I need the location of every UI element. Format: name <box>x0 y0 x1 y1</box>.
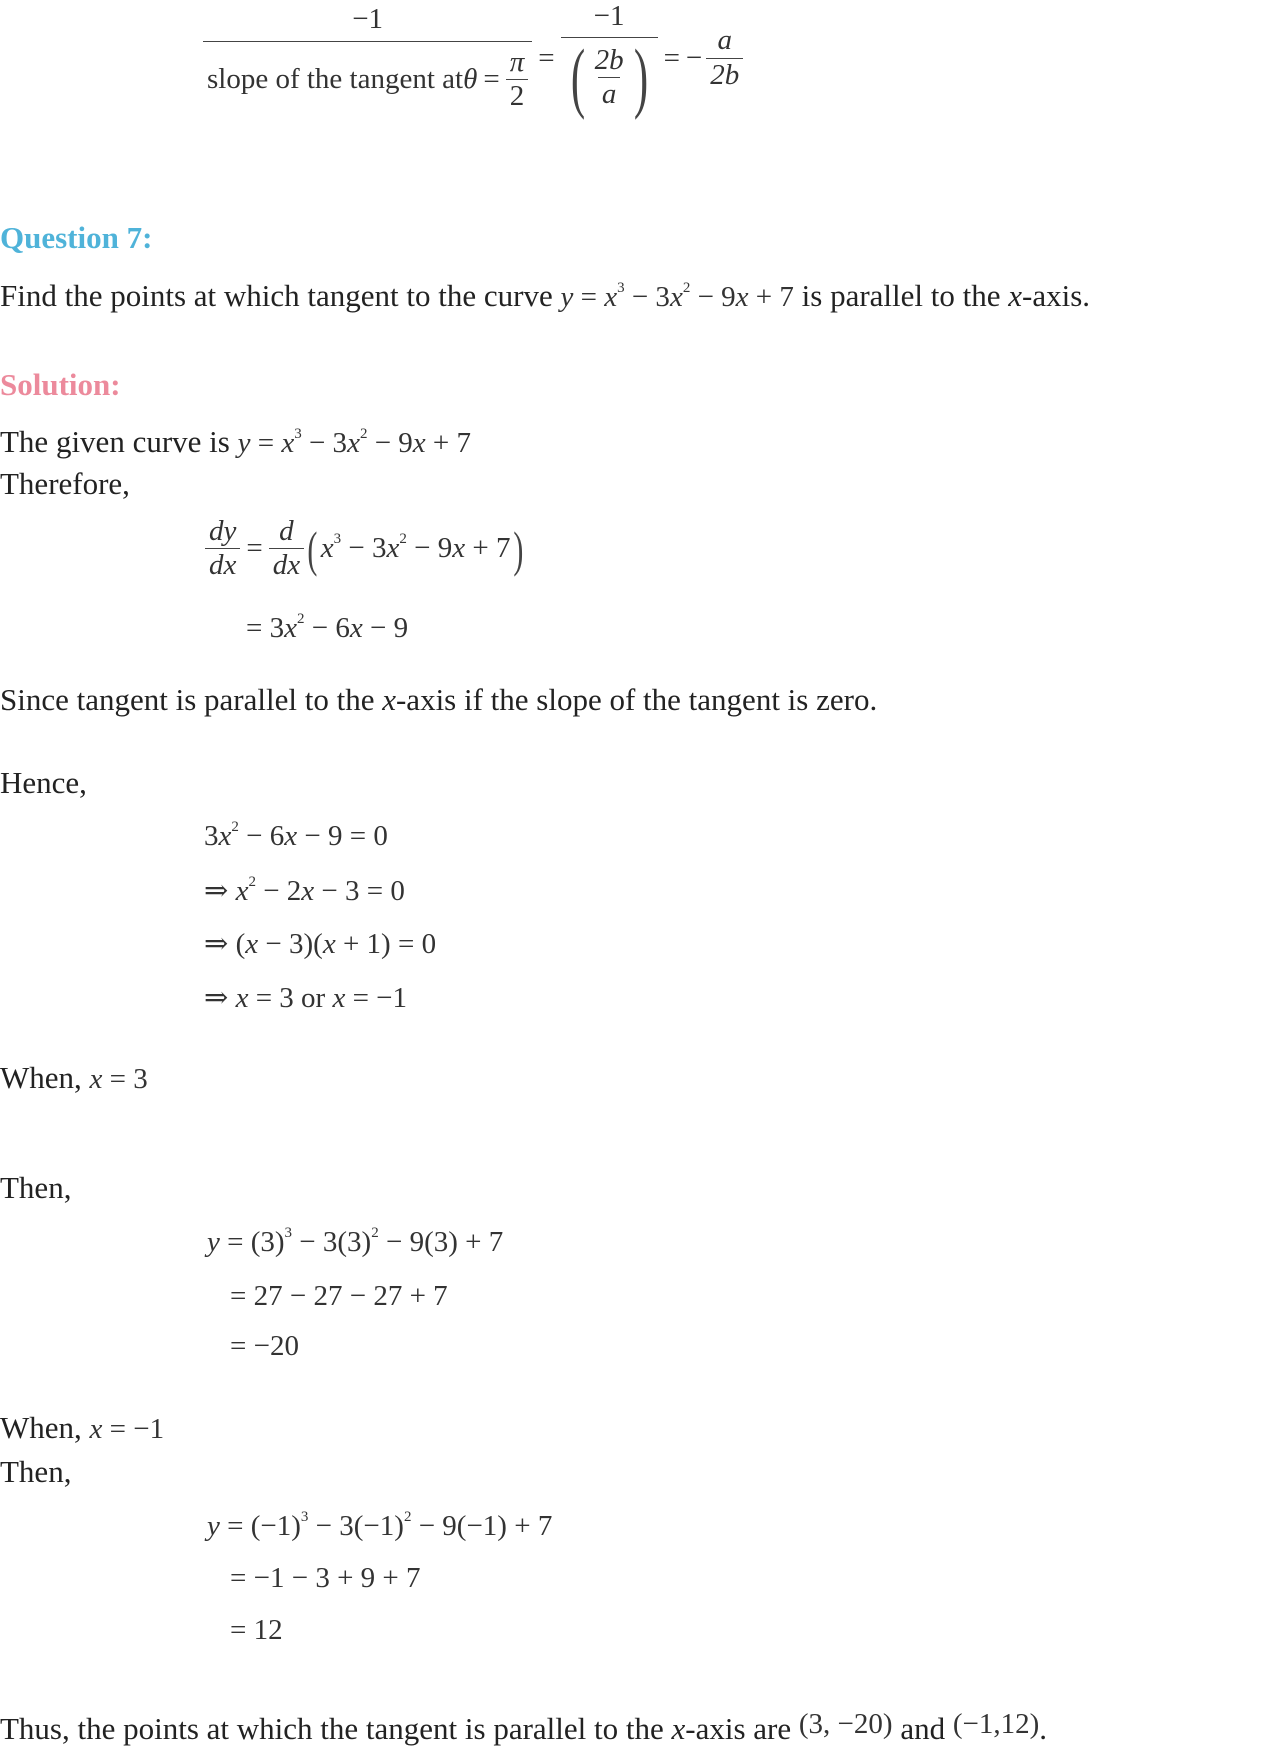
exp: 2 <box>403 1509 412 1525</box>
term: − 6 <box>238 820 285 852</box>
var-x: x <box>349 612 363 644</box>
second-numerator: −1 <box>593 0 625 32</box>
question-heading: Question 7: <box>0 220 153 255</box>
term: − 9(3) + 7 <box>378 1226 504 1258</box>
equals-sign: = <box>538 41 555 74</box>
var-x: x <box>671 1711 686 1746</box>
paren: ( <box>313 928 323 960</box>
var-x: x <box>89 1413 103 1445</box>
term: − 3(3) <box>292 1226 372 1258</box>
case1-line2: = 27 − 27 − 27 + 7 <box>230 1280 448 1312</box>
exp: 2 <box>248 874 256 890</box>
question-text-before: Find the points at which tangent to the curve <box>0 278 561 313</box>
implies-arrow-icon: ⇒ <box>204 982 236 1014</box>
left-paren: ( <box>307 520 318 577</box>
question-text-end: -axis. <box>1022 278 1091 313</box>
since-text-a: Since tangent is parallel to the <box>0 682 383 717</box>
point-1: (3, −20) <box>798 1708 893 1740</box>
term: − 3 <box>301 427 348 459</box>
case1-then: Then, <box>0 1170 72 1205</box>
term: − 3 <box>341 532 387 565</box>
term: + 7 <box>425 427 472 459</box>
slope-fraction <box>203 3 532 113</box>
case2-line1 <box>207 1510 552 1543</box>
value: = −1 <box>102 1413 165 1445</box>
inner-denominator: a <box>598 77 621 111</box>
term: − 9 = 0 <box>297 820 388 852</box>
exp: 2 <box>399 531 407 548</box>
exp: 3 <box>294 426 302 442</box>
paren: ) <box>381 928 391 960</box>
pi-over-two <box>506 46 529 114</box>
term: + 7 <box>748 281 794 313</box>
exp: 2 <box>359 426 368 442</box>
term: − 9 <box>367 427 413 459</box>
left-paren: ( <box>570 33 585 121</box>
case1-line1 <box>207 1226 503 1259</box>
conclusion-text-b: -axis are <box>685 1711 799 1746</box>
term: − 3 = 0 <box>314 875 405 907</box>
derivative-result <box>246 612 408 645</box>
term: 3 <box>204 820 219 852</box>
var-x: x <box>89 1063 103 1095</box>
pi-symbol: π <box>509 45 525 78</box>
point-2: (−1,12) <box>952 1708 1040 1740</box>
term: + 7 <box>465 532 511 565</box>
equals-sign: = <box>483 62 500 95</box>
eq: = <box>573 281 605 313</box>
top-fraction-equation <box>203 0 743 121</box>
step-2 <box>204 873 405 908</box>
second-denominator <box>561 33 658 121</box>
exp: 3 <box>300 1509 309 1525</box>
dx: dx <box>205 548 240 582</box>
var-x: x <box>320 532 334 565</box>
result-numerator: a <box>717 24 733 57</box>
since-text <box>0 682 877 718</box>
var-x: x <box>386 532 400 565</box>
case2-when <box>0 1410 164 1447</box>
two-digit: 2 <box>506 79 529 113</box>
var-x: x <box>235 875 249 907</box>
case2-line3: = 12 <box>230 1614 283 1646</box>
term: + 1 <box>335 928 382 960</box>
equals-sign: = <box>663 41 680 74</box>
fraction-numerator: −1 <box>352 3 384 36</box>
question-text-after: is parallel to the <box>793 278 1009 313</box>
curve-equation <box>560 281 793 313</box>
dy-dx-fraction <box>205 515 240 583</box>
exp: 3 <box>333 531 342 548</box>
var-x: x <box>347 427 360 459</box>
var-x: x <box>412 427 426 459</box>
dy: dy <box>209 515 237 547</box>
fraction-denominator <box>203 41 532 114</box>
step-3 <box>204 926 436 961</box>
term: = (3) <box>219 1226 285 1258</box>
term: = 0 <box>390 928 437 960</box>
right-paren: ) <box>513 520 524 577</box>
term: − 3(−1) <box>308 1510 404 1542</box>
therefore-text: Therefore, <box>0 466 130 501</box>
term: − 6 <box>304 612 350 644</box>
var-y: y <box>560 281 574 313</box>
solution-heading: Solution: <box>0 367 121 402</box>
case1-line3: = −20 <box>230 1330 299 1362</box>
var-y: y <box>207 1226 220 1258</box>
denominator-text: slope of the tangent at <box>207 62 464 95</box>
value: = 3 <box>102 1063 148 1095</box>
exp: 2 <box>296 611 305 627</box>
dx: dx <box>269 548 304 582</box>
paren: ( <box>235 928 246 960</box>
term: − 9 <box>362 612 409 644</box>
conclusion-text <box>0 1706 1047 1747</box>
exp: 3 <box>284 1225 293 1241</box>
given-curve-line <box>0 424 471 461</box>
step-4 <box>204 980 407 1015</box>
minus-sign: − <box>685 41 703 74</box>
var-x: x <box>284 612 297 644</box>
d-dx-fraction <box>269 515 304 583</box>
given-text: The given curve is <box>0 424 238 459</box>
step-1 <box>204 820 388 853</box>
term: = 3 or <box>248 982 333 1014</box>
result-fraction <box>706 24 743 92</box>
var-x: x <box>669 281 683 313</box>
var-x: x <box>235 982 249 1014</box>
var-x: x <box>1008 278 1023 313</box>
term: = 3 <box>246 612 285 644</box>
var-x: x <box>735 281 749 313</box>
term: − 9(−1) + 7 <box>411 1510 553 1542</box>
var-x: x <box>218 820 232 852</box>
term: − 3 <box>624 281 670 313</box>
curve-equation <box>238 427 471 459</box>
implies-arrow-icon: ⇒ <box>204 875 236 907</box>
d: d <box>279 515 294 547</box>
when-text: When, <box>0 1410 90 1445</box>
var-x: x <box>245 928 259 960</box>
case2-line2: = −1 − 3 + 9 + 7 <box>230 1562 421 1594</box>
derivative-equation <box>205 515 527 583</box>
case2-then: Then, <box>0 1454 72 1489</box>
when-text: When, <box>0 1060 90 1095</box>
eq: = <box>250 427 282 459</box>
hence-text: Hence, <box>0 765 87 800</box>
term: − 2 <box>255 875 302 907</box>
second-fraction <box>561 0 658 121</box>
inner-numerator: 2b <box>594 43 624 76</box>
and-text: and <box>892 1711 953 1746</box>
theta-symbol: θ <box>463 62 478 95</box>
equals-sign: = <box>246 532 263 565</box>
var-x: x <box>604 281 618 313</box>
var-x: x <box>332 982 346 1014</box>
period: . <box>1039 1711 1047 1746</box>
exp: 3 <box>617 280 625 296</box>
result-denominator: 2b <box>706 58 743 92</box>
var-x: x <box>301 875 315 907</box>
question-text <box>0 278 1090 315</box>
var-x: x <box>452 532 466 565</box>
var-y: y <box>207 1510 220 1542</box>
right-paren: ) <box>633 33 648 121</box>
case1-when <box>0 1060 148 1097</box>
term: − 9 <box>690 281 736 313</box>
var-y: y <box>237 427 251 459</box>
term: = −1 <box>345 982 408 1014</box>
var-x: x <box>382 682 396 717</box>
var-x: x <box>281 427 295 459</box>
exp: 2 <box>231 819 239 835</box>
exp: 2 <box>682 280 691 296</box>
var-x: x <box>322 928 336 960</box>
term: = (−1) <box>219 1510 301 1542</box>
paren: ) <box>303 928 314 960</box>
term: − 9 <box>406 532 453 565</box>
conclusion-text-a: Thus, the points at which the tangent is parallel to the <box>0 1711 672 1746</box>
term: − 3 <box>258 928 304 960</box>
since-text-b: -axis if the slope of the tangent is zero. <box>395 682 878 717</box>
exp: 2 <box>371 1225 379 1241</box>
derivative-expression <box>321 532 511 565</box>
implies-arrow-icon: ⇒ <box>204 928 236 960</box>
var-x: x <box>284 820 298 852</box>
